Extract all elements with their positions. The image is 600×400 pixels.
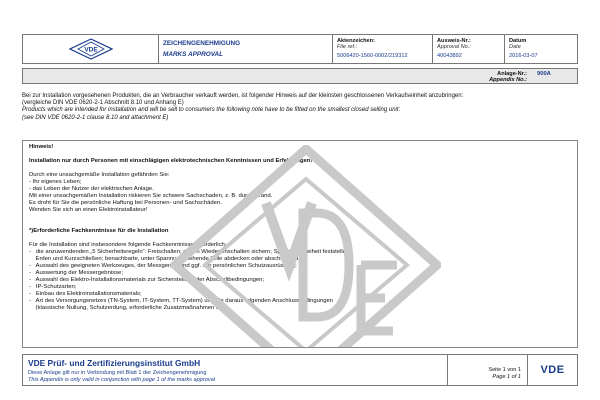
page-number-en: Page 1 of 1: [492, 373, 521, 380]
footer-note-en: This Appendix is only valid in conjunction with page 1 of the marks approval: [28, 376, 215, 383]
title-en: MARKS APPROVAL: [163, 51, 224, 58]
vde-triangle-logo: [23, 35, 159, 63]
footer-institute-cell: [23, 355, 447, 385]
intro-line-1: Bei zur Installation vorgesehenen Produkten, die an Verbraucher verkauft werden, ist folgender Hinweis auf der kleinsten geschlossenen Verkaufseinheit anzubringen:: [22, 93, 464, 99]
knowledge-intro: Für die Installation sind insbesondere folgende Fachkenntnisse erforderlich:: [29, 242, 227, 248]
appendix-bar: [22, 68, 578, 84]
knowledge-item: - Auswahl des geeigneten Werkzeuges, der Messgeräte und ggf. der persönlichen Schutzausrüstung;: [29, 263, 297, 269]
aktenzeichen-label-en: File ref.:: [337, 44, 358, 50]
intro-line-2: (vergleiche DIN VDE 0620-2-1 Abschnitt 8.10 und Anhang E): [22, 100, 184, 107]
knowledge-item: Erden und Kurzschließen; benachbarte, unter Spannung stehende Teile abdecken oder abschranken;: [29, 256, 301, 262]
aktenzeichen-value: 5006420-1560-0002/219312: [337, 53, 408, 59]
footer-vde-logo: [527, 355, 577, 385]
datum-value: 2016-03-07: [509, 53, 538, 59]
footer-note-de: Diese Anlage gilt nur in Verbindung mit Blatt 1 der Zeichengenehmigung: [28, 370, 207, 376]
knowledge-item: - Einbau des Elektroinstallationsmaterials;: [29, 291, 142, 297]
notice-box: [22, 140, 578, 348]
knowledge-item: - IP-Schutzarten;: [29, 284, 77, 290]
aktenzeichen-label: Aktenzeichen:: [337, 38, 375, 44]
knowledge-item: - die anzuwendenden „5 Sicherheitsregeln“: Freischalten; gegen Wiedereinschalten sichern; Spannungsfreiheit feststellen;: [29, 249, 351, 255]
risk-line-1: Mit einer unsachgemäßen Installation riskieren Sie schwere Sachschaden, z. B. durch Brand.: [29, 193, 273, 199]
datum-cell: [505, 35, 577, 63]
knowledge-item: - Art des Versorgungsnetzes (TN-System, IT-System, TT-System) und die daraus folgenden Anschlussbedingungen: [29, 298, 334, 304]
header-table: [22, 34, 578, 64]
appendix-label-en: Appendix No.:: [489, 77, 527, 84]
appendix-labels: [475, 71, 527, 84]
logo-text: VDE: [83, 46, 98, 54]
page-number-cell: [447, 355, 527, 385]
ausweis-label-en: Approval No.:: [437, 44, 471, 50]
intro-line-3-en: Products which are intended for installation and will be sell to consumers the following note have to be fitted on the smallest closed selling unit:: [22, 107, 401, 114]
ausweis-value: 40043892: [437, 53, 462, 59]
institute-name: VDE Prüf- und Zertifizierungsinstitut GmbH: [28, 358, 201, 368]
footnote-heading: *)Erforderliche Fachkenntnisse für die Installation: [29, 228, 169, 234]
aktenzeichen-cell: [333, 35, 433, 63]
page-number-de: Seite 1 von 1: [488, 367, 521, 373]
knowledge-item: (klassische Nullung, Schutzerdung, erforderliche Zusatzmaßnahmen etc.).: [29, 305, 230, 311]
ausweis-label: Ausweis-Nr.:: [437, 38, 471, 44]
notice-heading: Hinweis!: [29, 144, 54, 150]
danger-item: - Ihr eigenes Leben;: [29, 179, 82, 185]
title-cell: [159, 35, 333, 63]
ausweis-cell: [433, 35, 505, 63]
vde-logo-text: VDE: [540, 364, 565, 376]
vde-logo-icon: [69, 38, 113, 60]
title-de: ZEICHENGENEHMIGUNG: [163, 40, 241, 47]
danger-intro: Durch eine unsachgemäße Installation gefährden Sie:: [29, 172, 170, 178]
risk-line-3: Wenden Sie sich an einen Elektroinstallateur!: [29, 207, 148, 213]
danger-item: - das Leben der Nutzer der elektrischen Anlage.: [29, 186, 154, 192]
intro-line-4-en: (see DIN VDE 0620-2-1 clause 8.10 and attachment E): [22, 114, 169, 121]
risk-line-2: Es droht für Sie die persönliche Haftung bei Personen- und Sachschäden.: [29, 200, 222, 206]
appendix-label-de: Anlage-Nr.:: [497, 71, 527, 77]
notice-subheading: Installation nur durch Personen mit einschlägigen elektrotechnischen Kenntnissen und Erfahrungen!*): [29, 158, 317, 164]
footer: [22, 354, 578, 386]
intro-text: [22, 93, 578, 122]
appendix-value: 900A: [537, 71, 551, 77]
datum-label-en: Date: [509, 44, 521, 50]
knowledge-item: - Auswahl des Elektro-Installationsmaterials zur Sicherstellung der Abschaltbedingungen;: [29, 277, 265, 283]
knowledge-item: - Auswertung der Messergebnisse;: [29, 270, 123, 276]
datum-label: Datum: [509, 38, 527, 44]
